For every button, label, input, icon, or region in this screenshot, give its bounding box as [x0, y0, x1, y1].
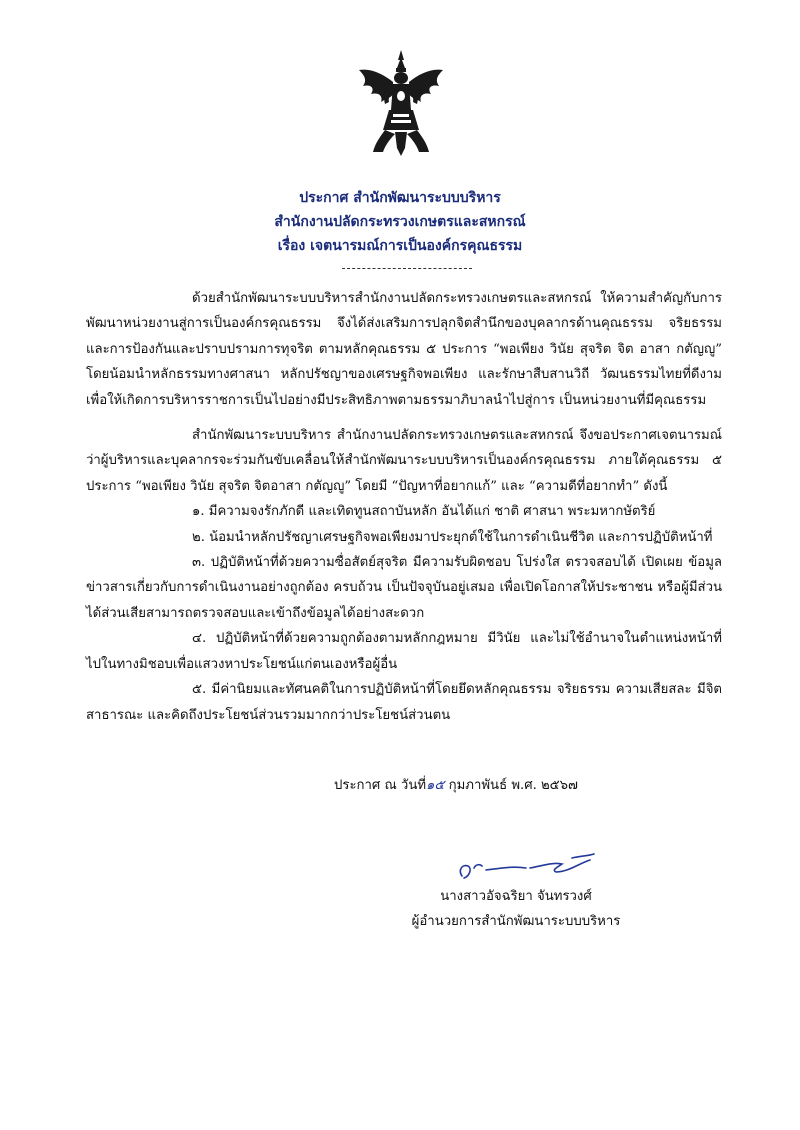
- signatory-position: ผู้อำนวยการสำนักพัฒนาระบบบริหาร: [411, 914, 621, 929]
- paragraph-declaration: สำนักพัฒนาระบบบริหาร สำนักงานปลัดกระทรวงเกษตรและสหกรณ์ จึงขอประกาศเจตนารมณ์ ว่าผู้บริหารและบุคลากรจะร่วมกันขับเคลื่อนให้สำนักพัฒนาระบบบริหารเป็นองค์กรคุณธรรม ภายใต้คุณธรรม ๕ ประการ “พอเพียง วินัย สุจริต จิตอาสา กตัญญู” โดยมี “ปัญหาที่อยากแก้” และ “ความดีที่อยากทำ” ดังนี้: [86, 428, 722, 494]
- list-item-5: ๕. มีค่านิยมและทัศนคติในการปฏิบัติหน้าที่โดยยึดหลักคุณธรรม จริยธรรม ความเสียสละ มีจิตสาธารณะ และคิดถึงประโยชน์ส่วนรวมมากกว่าประโยชน์ส่วนตน: [86, 682, 722, 723]
- header-divider: [342, 268, 472, 269]
- garuda-emblem-icon: [355, 48, 447, 158]
- list-item-1: ๑. มีความจงรักภักดี และเทิดทูนสถาบันหลัก อันได้แก่ ชาติ ศาสนา พระมหากษัตริย์: [192, 504, 656, 520]
- signature-block: [396, 884, 636, 934]
- header-line-3: เรื่อง เจตนารมณ์การเป็นองค์กรคุณธรรม: [277, 238, 523, 254]
- announcement-date: [334, 774, 578, 795]
- list-item-3: ๓. ปฏิบัติหน้าที่ด้วยความซื่อสัตย์สุจริต มีความรับผิดชอบ โปร่งใส ตรวจสอบได้ เปิดเผย ข้อมูลข่าวสารเกี่ยวกับการดำเนินงานอย่างถูกต้อง ครบถ้วน เป็นปัจจุบันอยู่เสมอ เพื่อเปิดโอกาสให้ประชาชน หรือผู้มีส่วนได้ส่วนเสียสามารถตรวจสอบและเข้าถึงข้อมูลได้อย่างสะดวก: [86, 555, 722, 621]
- paragraph-intro: ด้วยสำนักพัฒนาระบบบริหารสำนักงานปลัดกระทรวงเกษตรและสหกรณ์ ให้ความสำคัญกับการพัฒนาหน่วยงานสู่การเป็นองค์กรคุณธรรม จึงได้ส่งเสริมการปลุกจิตสำนึกของบุคลากรด้านคุณธรรม จริยธรรม และการป้องกันและปราบปรามการทุจริต ตามหลักคุณธรรม ๕ ประการ “พอเพียง วินัย สุจริต จิต อาสา กตัญญู” โดยน้อมนำหลักธรรมทางศาสนา หลักปรัชญาของเศรษฐกิจพอเพียง และรักษาสืบสานวิถี วัฒนธรรมไทยที่ดีงาม เพื่อให้เกิดการบริหารราชการเป็นไปอย่างมีประสิทธิภาพตามธรรมาภิบาลนำไปสู่การ เป็นหน่วยงานที่มีคุณธรรม: [86, 291, 722, 408]
- date-suffix: กุมภาพันธ์ พ.ศ. ๒๕๖๗: [448, 778, 578, 793]
- list-item-4: ๔. ปฏิบัติหน้าที่ด้วยความถูกต้องตามหลักกฎหมาย มีวินัย และไม่ใช้อำนาจในตำแหน่งหน้าที่ ไปในทางมิชอบเพื่อแสวงหาประโยชน์แก่ตนเองหรือผู้อื่น: [86, 631, 722, 672]
- header-line-2: สำนักงานปลัดกระทรวงเกษตรและสหกรณ์: [274, 214, 526, 230]
- signatory-name: นางสาวอัจฉริยา จันทรวงศ์: [440, 889, 592, 904]
- date-day-handwritten: ๑๕: [426, 778, 445, 793]
- handwritten-signature: [452, 850, 602, 884]
- header-line-1: ประกาศ สำนักพัฒนาระบบบริหาร: [299, 190, 501, 206]
- list-item-2: ๒. น้อมนำหลักปรัชญาเศรษฐกิจพอเพียงมาประยุกต์ใช้ในการดำเนินชีวิต และการปฏิบัติหน้าที่: [192, 529, 713, 545]
- date-prefix: ประกาศ ณ วันที่: [334, 778, 427, 793]
- announcement-body: [86, 286, 722, 728]
- announcement-header: [200, 186, 600, 258]
